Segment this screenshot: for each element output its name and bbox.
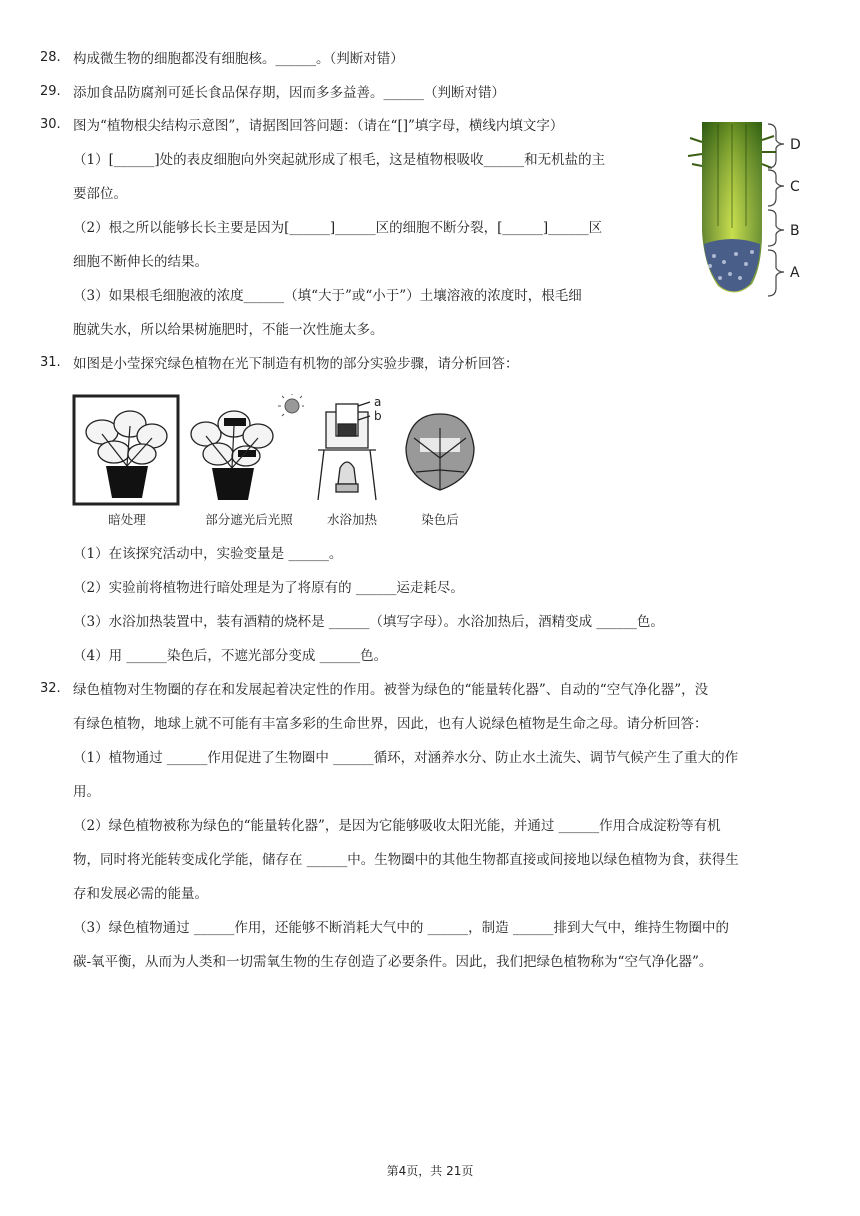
question-29-text: 添加食品防腐剂可延长食品保存期，因而多多益善。______（判断对错） bbox=[73, 85, 505, 101]
question-30-part-2a: （2）根之所以能够长长主要是因为[______]______区的细胞不断分裂，[______]______区 bbox=[73, 220, 603, 236]
page-mid: 页，共 bbox=[406, 1164, 447, 1178]
question-32-part-3a: （3）绿色植物通过 ______作用，还能够不断消耗大气中的 ______，制造 ______排到大气中，维持生物圈中的 bbox=[73, 920, 729, 936]
question-number: 31. bbox=[40, 355, 61, 370]
question-30-part-1b: 要部位。 bbox=[73, 186, 127, 202]
beaker-label-a: a bbox=[374, 395, 382, 409]
question-32-part-2c: 存和发展必需的能量。 bbox=[73, 886, 208, 902]
question-32-stem-a: 绿色植物对生物圈的存在和发展起着决定性的作用。被誉为绿色的“能量转化器”、自动的“空气净化器”，没 bbox=[73, 682, 709, 698]
question-32-part-1b: 用。 bbox=[73, 784, 100, 800]
question-28-text: 构成微生物的细胞都没有细胞核。______。（判断对错） bbox=[73, 51, 404, 67]
question-32-part-3b: 碳-氧平衡，从而为人类和一切需氧生物的生存创造了必要条件。因此，我们把绿色植物称为“空气净化器”。 bbox=[73, 954, 713, 970]
label-d: D bbox=[790, 137, 801, 153]
question-32-part-2a: （2）绿色植物被称为绿色的“能量转化器”，是因为它能够吸收太阳光能，并通过 ______作用合成淀粉等有机 bbox=[73, 818, 721, 834]
beaker-label-b: b bbox=[374, 409, 382, 423]
label-b: B bbox=[790, 223, 800, 239]
caption-stained: 染色后 bbox=[421, 512, 459, 527]
stained-leaf-figure bbox=[400, 408, 480, 498]
question-number: 32. bbox=[40, 681, 61, 696]
question-31-part-2: （2）实验前将植物进行暗处理是为了将原有的 ______运走耗尽。 bbox=[73, 580, 464, 596]
page-total: 21 bbox=[446, 1164, 462, 1178]
water-bath-figure bbox=[312, 390, 392, 506]
label-c: C bbox=[790, 179, 800, 195]
question-number: 30. bbox=[40, 117, 61, 132]
question-31-part-4: （4）用 ______染色后，不遮光部分变成 ______色。 bbox=[73, 648, 388, 664]
caption-dark-treatment: 暗处理 bbox=[108, 512, 146, 527]
partial-shading-figure bbox=[184, 394, 304, 506]
question-number: 28. bbox=[40, 50, 61, 65]
page-footer bbox=[0, 1162, 860, 1179]
dark-treatment-figure bbox=[72, 394, 182, 506]
question-30-stem: 图为“植物根尖结构示意图”，请据图回答问题：（请在“[]”填字母，横线内填文字） bbox=[73, 118, 564, 134]
question-31-part-3: （3）水浴加热装置中，装有酒精的烧杯是 ______（填写字母）。水浴加热后，酒精变成 ______色。 bbox=[73, 614, 664, 630]
caption-water-bath: 水浴加热 bbox=[326, 512, 377, 527]
question-30-part-3b: 胞就失水，所以给果树施肥时，不能一次性施太多。 bbox=[73, 322, 384, 338]
question-32-part-1a: （1）植物通过 ______作用促进了生物圈中 ______循环，对涵养水分、防止水土流失、调节气候产生了重大的作 bbox=[73, 750, 739, 766]
caption-partial-shading: 部分遮光后光照 bbox=[205, 512, 293, 527]
label-a: A bbox=[790, 265, 800, 281]
question-31-stem: 如图是小莹探究绿色植物在光下制造有机物的部分实验步骤，请分析回答： bbox=[73, 356, 519, 372]
question-30-part-1a: （1）[______]处的表皮细胞向外突起就形成了根毛，这是植物根吸收______和无机盐的主 bbox=[73, 152, 606, 168]
page-number: 4 bbox=[398, 1164, 407, 1178]
question-32-part-2b: 物，同时将光能转变成化学能，储存在 ______中。生物圈中的其他生物都直接或间接地以绿色植物为食，获得生 bbox=[73, 852, 739, 868]
question-30-part-2b: 细胞不断伸长的结果。 bbox=[73, 254, 208, 270]
page-suffix: 页 bbox=[461, 1164, 474, 1178]
question-31-part-1: （1）在该探究活动中，实验变量是 ______。 bbox=[73, 546, 343, 562]
root-tip-illustration bbox=[680, 116, 830, 301]
question-32-stem-b: 有绿色植物，地球上就不可能有丰富多彩的生命世界，因此，也有人说绿色植物是生命之母。请分析回答： bbox=[73, 716, 708, 732]
question-30-part-3a: （3）如果根毛细胞液的浓度______（填“大于”或“小于”）土壤溶液的浓度时，根毛细 bbox=[73, 288, 582, 304]
root-tip-diagram bbox=[680, 116, 830, 301]
page-prefix: 第 bbox=[386, 1164, 399, 1178]
question-number: 29. bbox=[40, 84, 61, 99]
